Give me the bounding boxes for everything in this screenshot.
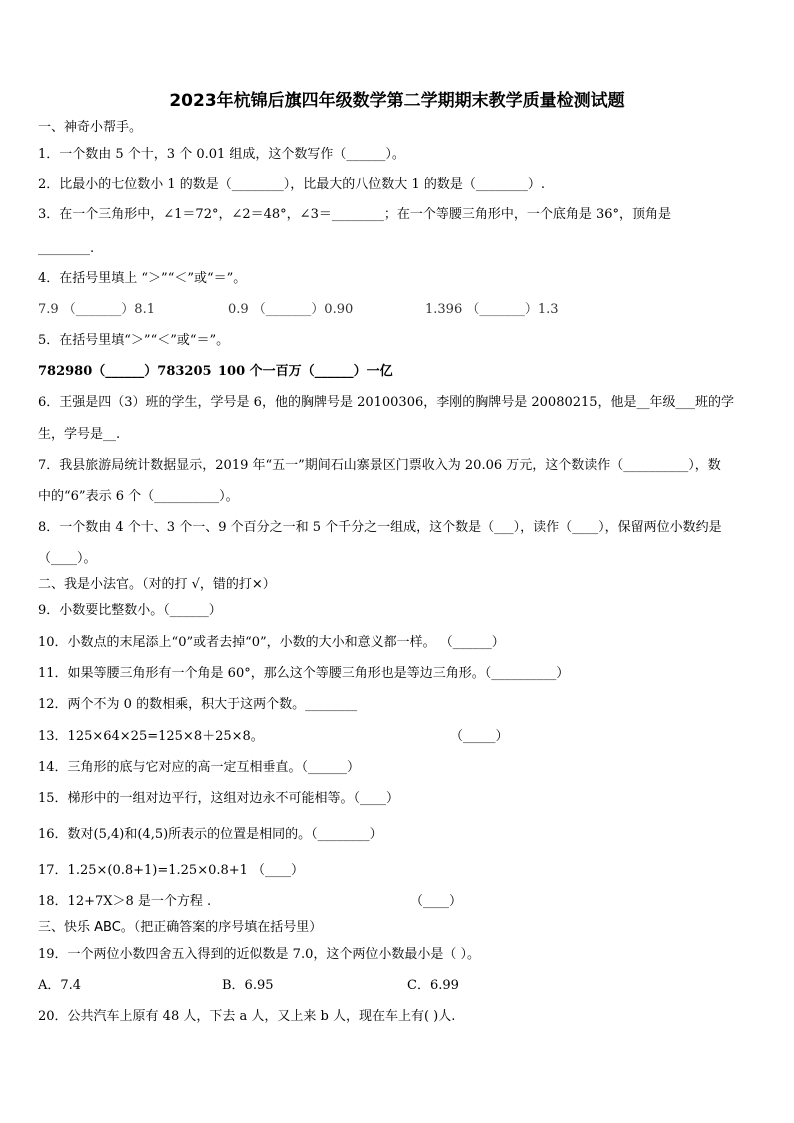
question-19-option-a: A．7.4 xyxy=(38,978,82,993)
question-10: 10．小数点的末尾添上“0”或者去掉“0”，小数的大小和意义都一样。 （______） xyxy=(38,635,505,650)
question-19-option-c: C．6.99 xyxy=(407,978,459,993)
question-4-item-1: 7.9 （_______）8.1 xyxy=(38,302,155,317)
question-9: 9．小数要比整数小。（______） xyxy=(38,603,222,618)
question-3: 3．在一个三角形中，∠1＝72°，∠2＝48°，∠3＝________；在一个等腰三角形中，一个底角是 36°，顶角是 xyxy=(38,207,672,222)
question-2: 2．比最小的七位数小 1 的数是（________），比最大的八位数大 1 的数是（________）. xyxy=(38,177,545,192)
question-17: 17．1.25×(0.8+1)=1.25×0.8+1 （____） xyxy=(38,863,305,878)
question-16: 16．数对(5,4)和(4,5)所表示的位置是相同的。（________） xyxy=(38,827,383,842)
question-11: 11．如果等腰三角形有一个角是 60°，那么这个等腰三角形也是等边三角形。（__________） xyxy=(38,666,570,681)
question-8-cont: （____）。 xyxy=(38,551,97,566)
question-8: 8．一个数由 4 个十、3 个一、9 个百分之一和 5 个千分之一组成，这个数是（___），读作（____），保留两位小数约是 xyxy=(38,520,722,535)
section-3-heading: 三、快乐 ABC。（把正确答案的序号填在括号里） xyxy=(38,920,323,935)
question-13-blank: （_____） xyxy=(450,729,509,744)
section-2-heading: 二、我是小法官。（对的打 √，错的打×） xyxy=(38,577,276,592)
question-5-item-1: 782980（______）783205 xyxy=(38,364,212,379)
question-7: 7．我县旅游局统计数据显示，2019 年“五一”期间石山寨景区门票收入为 20.06 万元，这个数读作（__________），数 xyxy=(38,458,721,473)
question-4: 4．在括号里填上 “＞”“＜”或“＝”。 xyxy=(38,271,247,286)
question-20: 20．公共汽车上原有 48 人，下去 a 人，又上来 b 人，现在车上有( )人. xyxy=(38,1009,456,1024)
question-5: 5．在括号里填“＞”“＜”或“＝”。 xyxy=(38,333,230,348)
question-3-cont: ________. xyxy=(38,241,95,256)
question-14: 14．三角形的底与它对应的高一定互相垂直。（______） xyxy=(38,760,361,775)
question-6-cont: 生，学号是__. xyxy=(38,427,121,442)
question-18-blank: （____） xyxy=(410,894,463,909)
question-18: 18．12+7X＞8 是一个方程 . xyxy=(38,894,212,909)
question-19-option-b: B．6.95 xyxy=(222,978,274,993)
page-title: 2023年杭锦后旗四年级数学第二学期期末教学质量检测试题 xyxy=(169,91,625,111)
section-1-heading: 一、神奇小帮手。 xyxy=(38,120,143,135)
question-13: 13．125×64×25=125×8＋25×8。 xyxy=(38,729,264,744)
question-4-item-2: 0.9 （_______）0.90 xyxy=(228,302,354,317)
question-19: 19．一个两位小数四舍五入得到的近似数是 7.0，这个两位小数最小是（ ）。 xyxy=(38,947,480,962)
question-1: 1．一个数由 5 个十，3 个 0.01 组成，这个数写作（______）。 xyxy=(38,147,405,162)
question-6: 6．王强是四（3）班的学生，学号是 6，他的胸牌号是 20100306，李刚的胸牌号是 20080215，他是__年级___班的学 xyxy=(38,395,735,410)
question-12: 12．两个不为 0 的数相乘，积大于这两个数。________ xyxy=(38,697,358,712)
question-15: 15．梯形中的一组对边平行，这组对边永不可能相等。（____） xyxy=(38,791,400,806)
question-5-item-2: 100 个一百万（______）一亿 xyxy=(218,364,393,379)
question-7-cont: 中的“6”表示 6 个（__________）。 xyxy=(38,489,239,504)
question-4-item-3: 1.396 （_______）1.3 xyxy=(425,302,559,317)
